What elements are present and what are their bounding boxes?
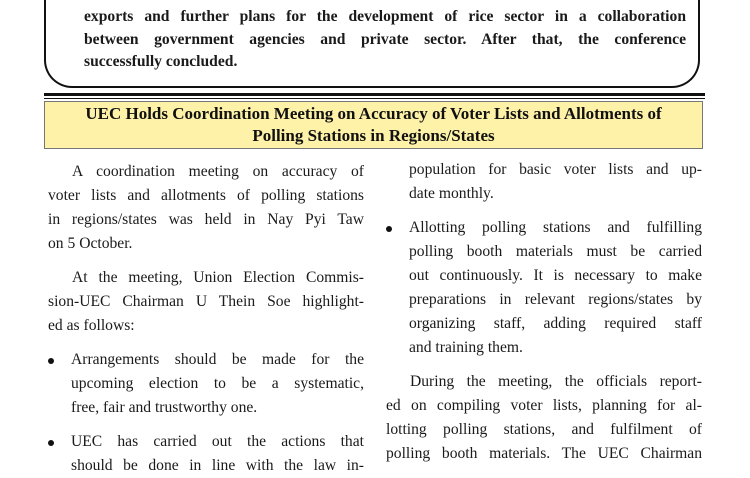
text-line: exports and further plans for the development of rice sector in a collaboration [84, 8, 686, 25]
headline-line: Polling Stations in Regions/States [252, 126, 495, 145]
separator-rule [44, 98, 705, 99]
text-line: During the meeting, the officials report- [410, 373, 702, 390]
text-line: Allotting polling stations and fulfilling [409, 219, 702, 236]
text-line: voter lists and allotments of polling stations [48, 187, 364, 204]
text-line: between government agencies and private sector. After that, the conference [84, 30, 686, 48]
separator-rule [44, 93, 705, 96]
text-line: date monthly. [409, 185, 494, 202]
text-line: preparations in relevant regions/states by [409, 291, 702, 308]
bullet-item [48, 348, 364, 420]
paragraph [48, 266, 364, 338]
text-line: in regions/states was held in Nay Pyi Taw [48, 211, 364, 228]
text-line: should be done in line with the law in- [71, 457, 364, 474]
bullet-item [48, 430, 364, 478]
bullet-icon [48, 358, 54, 364]
text-line: upcoming election to be a systematic, [71, 375, 364, 392]
paragraph [48, 160, 364, 256]
text-line: A coordination meeting on accuracy of [72, 163, 364, 180]
bullet-icon [386, 226, 392, 232]
right-column [386, 158, 702, 466]
text-line: ed as follows: [48, 317, 135, 334]
headline-line: UEC Holds Coordination Meeting on Accuracy of Voter Lists and Allotments of [85, 104, 662, 123]
text-line: population for basic voter lists and up- [409, 161, 702, 178]
text-line: successfully concluded. [84, 53, 238, 70]
text-line: on 5 October. [48, 235, 133, 252]
text-line: out continuously. It is necessary to make [409, 267, 702, 284]
text-line: At the meeting, Union Election Commis- [72, 269, 364, 286]
previous-article-text [84, 6, 686, 74]
text-line: sion-UEC Chairman U Thein Soe highlight- [48, 293, 364, 310]
text-line: ed on compiling voter lists, planning for al- [386, 397, 702, 414]
article-headline [44, 101, 703, 149]
text-line: organizing staff, adding required staff [409, 315, 702, 332]
text-line: and training them. [409, 339, 523, 356]
text-line: polling booth materials. The UEC Chairman [386, 445, 702, 462]
text-line: free, fair and trustworthy one. [71, 399, 258, 416]
text-line: UEC has carried out the actions that [71, 433, 364, 450]
bullet-item [386, 216, 702, 360]
text-line: Arrangements should be made for the [71, 351, 364, 368]
text-line: polling booth materials must be carried [409, 243, 702, 260]
paragraph [386, 370, 702, 466]
left-column [48, 160, 364, 478]
bullet-item-continued [386, 158, 702, 206]
text-line: lotting polling stations, and fulfilment of [386, 421, 702, 438]
bullet-icon [48, 440, 54, 446]
